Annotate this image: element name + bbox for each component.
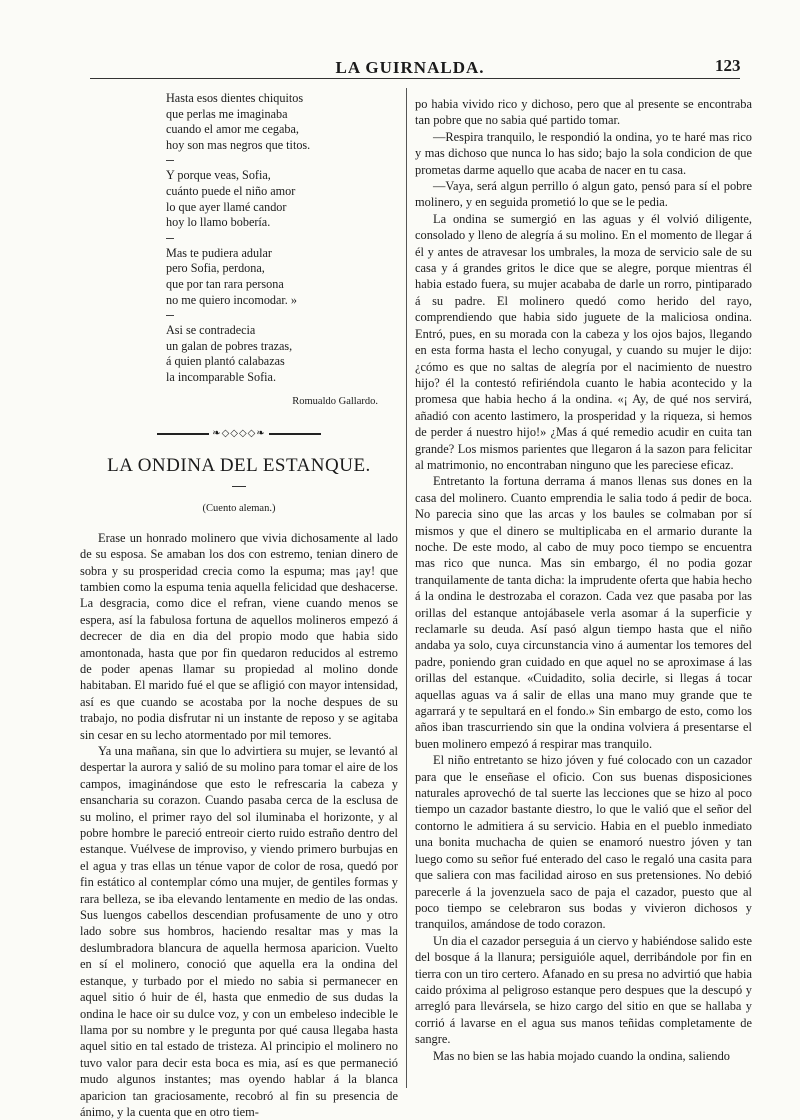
poem-line: hoy lo llamo bobería.	[166, 215, 271, 230]
stanza-separator	[166, 238, 174, 239]
poem-stanza	[166, 246, 398, 308]
poem-line: cuánto puede el niño amor	[166, 183, 296, 198]
poem-line: Hasta esos dientes chiquitos	[166, 91, 304, 105]
section-ornament	[80, 428, 398, 440]
ornament-rule	[269, 433, 321, 435]
page-header-title: LA GUIRNALDA.	[335, 58, 485, 77]
poem-line: Y porque veas, Sofia,	[166, 168, 271, 183]
ornament-rule	[157, 433, 209, 435]
poem-line: á quien plantó calabazas	[166, 354, 285, 369]
poem-line: cuando el amor me cegaba,	[166, 122, 299, 137]
poem-line: pero Sofia, perdona,	[166, 261, 265, 276]
title-dash	[232, 486, 246, 487]
story-paragraph: —Respira tranquilo, le respondió la ondina, yo te haré mas rico y mas dichoso que nunca lo has sido; bajo la sola condicion de que prometas darme aquello que acaba de nacer en tu casa.	[415, 129, 752, 177]
poem-line: Asi se contradecia	[166, 323, 256, 338]
story-subtitle: (Cuento aleman.)	[202, 503, 276, 515]
poem-stanza	[166, 168, 398, 230]
poem-line: la incomparable Sofia.	[166, 369, 276, 384]
poem-line: un galan de pobres trazas,	[166, 338, 293, 353]
story-paragraph: Mas no bien se las habia mojado cuando la ondina, saliendo	[433, 1048, 730, 1063]
poem	[166, 323, 398, 385]
poem-line: no me quiero incomodar. »	[166, 292, 297, 307]
stanza-separator	[166, 160, 174, 161]
poem-line: que por tan rara persona	[166, 276, 284, 291]
poem	[166, 168, 398, 230]
story-paragraph: El niño entretanto se hizo jóven y fué colocado con un cazador para que le enseñase el oficio. Con sus buenas disposiciones naturales aprovechó de tal suerte las lecciones que se hizo al poco tiempo un cazador bastante diestro, lo que le valió que el señor del contorno le admitiera á su servicio. Habia en el pueblo inmediato una bonita muchacha de quien se enamoró nuestro jóven y tan luego como su señor fué enterado del caso le regaló una casita para que saliera con mas facilidad airoso en sus pretensiones. No debió parecerle á la jovenzuela saco de paja el cazador, puesto que al poco tiempo se celebraron sus bodas y vivieron dichosos y tranquilos, amándose de todo corazon.	[415, 753, 752, 932]
column-divider	[406, 88, 407, 1088]
story-paragraph: —Vaya, será algun perrillo ó algun gato, pensó para sí el pobre molinero, y en seguida prometió lo que se le pedia.	[415, 179, 752, 210]
story-paragraph-continued: po habia vivido rico y dichoso, pero que al presente se encontraba tan pobre que no sabia qué partido tomar.	[415, 97, 752, 128]
poem-stanza	[166, 323, 398, 385]
poem-author: Romualdo Gallardo.	[292, 395, 378, 407]
stanza-separator	[166, 315, 174, 316]
left-column	[80, 91, 398, 1120]
poem-line: hoy son mas negros que titos.	[166, 137, 311, 152]
poem	[166, 91, 398, 153]
poem-line: que perlas me imaginaba	[166, 106, 288, 121]
poem	[166, 246, 398, 308]
story-paragraph: Un dia el cazador perseguia á un ciervo y habiéndose salido este del bosque á la llanura; persiguióle aquel, derribándole por fin en tierra con un tiro certero. Afanado en su presa no advirtió que habia caido próxima al peligroso estanque pero despues que la descupó y arregló para llevársela, se hizo cargo del sitio en que se hallaba y corrió á lavarse en el agua sus manos teñidas completamente de sangre.	[415, 933, 752, 1047]
ornament-flourish-icon: ❧◇◇◇◇❧	[212, 427, 266, 439]
story-paragraph: Ya una mañana, sin que lo advirtiera su mujer, se levantó al despertar la aurora y salió de su molino para tomar el aire de los campos, imaginándose que esto le refrescaria la cabeza y ensancharia su corazon. Cuando pasaba cerca de la esclusa de su molino, el primer rayo del sol iluminaba el horizonte, y al pobre hombre le pareció entreoir cierto ruido estraño dentro del estanque. Vuélvese de improviso, y viendo primero burbujas en el agua y tras ellas un ténue vapor de color de rosa, quedó por fin estático al contemplar cómo una mujer, de gentiles formas y rara belleza, se iba elevando lentamente en medio de las ondas. Sus luengos cabellos descendian profusamente de uno y otro lado sobre sus hombros, haciendo resaltar mas y mas la deslumbradora blancura de aquella hermosa aparicion. Vuelto en sí el molinero, conoció que aquella era la ondina del estanque, y turbado por el miedo no sabia si permanecer en aquel sitio ó huir de él, hasta que enmedio de sus dudas la ondina le hace oir su dulce voz, y con un embeleso indecible le llama por su nombre y le pregunta por qué causa llegaba hasta aquel sitio en tal estado de tristeza. Al principio el molinero no tuvo valor para decir esta boca es mia, así es que permaneció mudo algunos instantes; mas oyendo hablar á la blanca aparicion tan graciosamente, recobró al fin su presencia de ánimo, y la cuenta que en otro tiem-	[80, 744, 398, 1119]
story-paragraph: Entretanto la fortuna derrama á manos llenas sus dones en la casa del molinero. Cuanto emprendia le salia todo á pedir de boca. No parecia sino que las arcas y los baules se colmaban por sí mismos y que el dinero se multiplicaba en el armario durante la noche. De este modo, al cabo de muy poco tiempo se encuentra mas rico que nunca. Mas sin embargo, él no podia gozar tranquilamente de tanta dicha: la imprudente oferta que habia hecho á la ondina le destrozaba el corazon. Cada vez que pasaba por las orillas del estanque antojábasele verla asomar á la superficie y reclamarle su deuda. Así pasó algun tiempo hasta que el niño andaba ya solo, cuya circunstancia vino á aumentar los temores del padre, poniendo gran cuidado en que aquel no se aproximase á las orillas del estanque. «Cuidadito, solia decirle, si llegas á tocar aquellas aguas va á salir de ellas una mano muy grande que te agarrará y te sepultará en el fondo.» Sin embargo de esto, como los años iban trascurriendo sin que la ondina volviera á presentarse el buen molinero empezó á respirar mas tranquilo.	[415, 474, 752, 751]
header-rule	[90, 78, 740, 79]
story-paragraph: Erase un honrado molinero que vivia dichosamente al lado de su esposa. Se amaban los dos con estremo, tenian dinero de sobra y su prosperidad crecia como la espuma; mas ¡ay! que tambien como la espuma tenia aquella felicidad que deshacerse. La desgracia, como dice el refran, viene cuando menos se espera, así la fabulosa fortuna de aquellos molineros empezó á decrecer de dia en dia del propio modo que habia sido amontonada, hasta que por fin quedaron reducidos al estremo de poder apenas llamar su propiedad al molino donde habitaban. El marido fué el que se afligió con mayor intensidad, así es que cuando se acostaba por la noche despues de su trabajo, no podia disfrutar ni un instante de reposo y se agitaba sin cesar en su lecho atormentado por mil temores.	[80, 530, 398, 742]
right-column	[415, 96, 752, 1064]
story-title: LA ONDINA DEL ESTANQUE.	[107, 454, 371, 476]
story-paragraph: La ondina se sumergió en las aguas y él volvió diligente, consolado y lleno de alegría á su molino. En el momento de llegar á él y antes de atravesar los umbrales, la moza de servicio sale de su casa y á grandes gritos le dice que se alegre, porque mientras él habia estado fuera, su mujer acababa de darle un rorro, pintiparado á su padre. El molinero quedó como herido del rayo, comprendiendo que habia sido juguete de la maliciosa ondina. Entró, pues, en su morada con la cabeza y los ojos bajos, llegando en esta forma hasta el lecho conyugal, y cuando su mujer le dijo: ¿cómo es que no saltas de alegría por el nacimiento de nuestro hijo? él la contestó refiriéndola cuanto le habia acontecido y la promesa que habia hecho á la ondina. «¡ Ay, de qué nos servirá, añadió con acento lastimero, la prosperidad y la riqueza, si hemos de perder á nuestro hijo!» ¿Mas á qué remedio acudir en cuita tan grande? Los mismos parientes que llegaron á la sazon para felicitar al matrimonio, no encontraban ninguno que les pareciese eficaz.	[415, 211, 752, 472]
poem-line: lo que ayer llamé candor	[166, 199, 287, 214]
poem-line: Mas te pudiera adular	[166, 245, 272, 260]
page-number: 123	[715, 56, 741, 75]
poem-stanza	[166, 91, 398, 153]
